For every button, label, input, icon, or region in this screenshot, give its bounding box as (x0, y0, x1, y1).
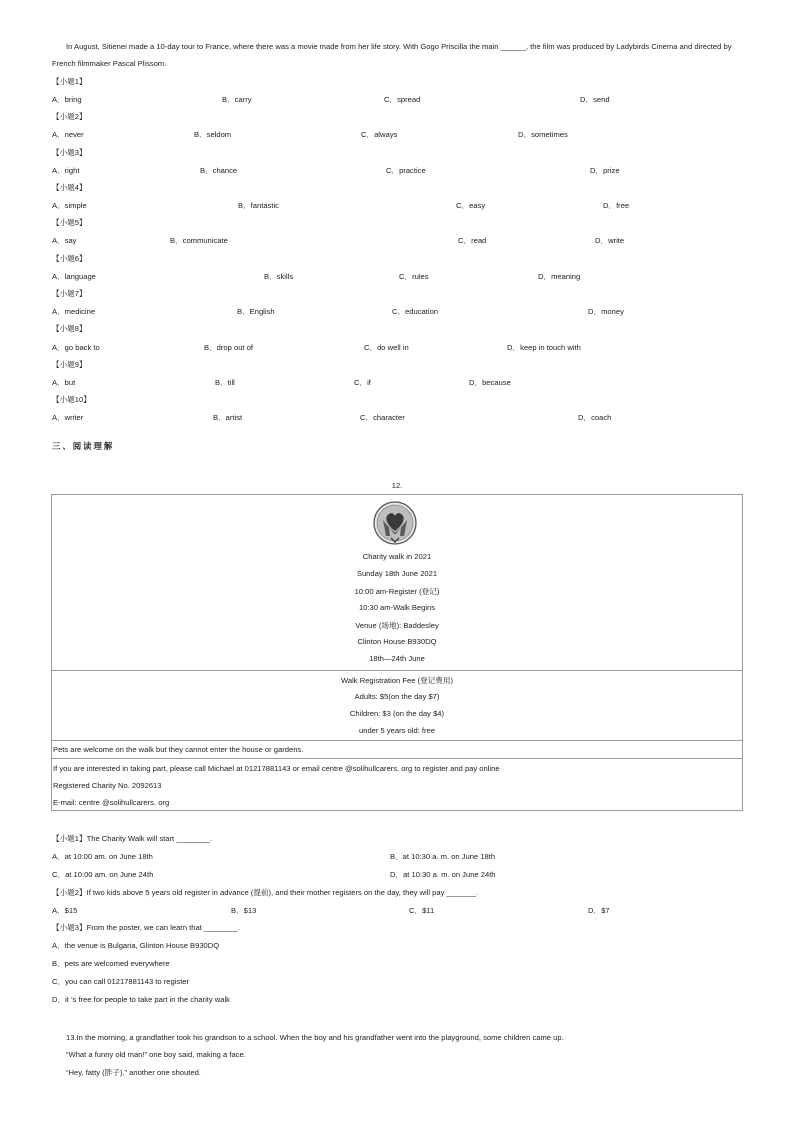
option-b[interactable]: B．at 10:30 a. m. on June 18th (390, 852, 496, 861)
question-number: 12. (391, 481, 403, 490)
poster-register-time: 10:00 am-Register (登记) (354, 587, 440, 596)
cloze-label-5: 【小题5】 (52, 218, 87, 227)
option-d[interactable]: D．it ’s free for people to take part in the charity walk (52, 995, 230, 1004)
poster-venue: Venue (场地): Baddesley (355, 621, 439, 630)
option-a[interactable]: A．right (52, 166, 80, 175)
subquestion-2-options (52, 905, 742, 917)
fee-under-five: under 5 years old: free (359, 726, 435, 735)
cloze-label-7: 【小题7】 (52, 289, 87, 298)
contact-info: If you are interested in taking part, please call Michael at 01217881143 or email centre @solihullcarers. org to register and pay online (53, 764, 500, 773)
option-c[interactable]: C．spread (384, 95, 421, 104)
option-b[interactable]: B．skills (264, 272, 294, 281)
option-a[interactable]: A．say (52, 236, 77, 245)
subquestion-3: 【小题3】From the poster, we can learn that ________. (52, 923, 240, 932)
poster-pets-section (52, 740, 742, 759)
option-c[interactable]: C．at 10:00 am. on June 24th (52, 870, 154, 879)
poster-address: Clinton House B930DQ (357, 637, 437, 646)
poster-title: Charity walk in 2021 (362, 552, 432, 561)
option-d[interactable]: D．keep in touch with (507, 343, 581, 352)
poster-walk-time: 10:30 am-Walk Begins (358, 603, 436, 612)
option-b[interactable]: B．drop out of (204, 343, 253, 352)
cloze-label-8: 【小题8】 (52, 324, 87, 333)
subquestion-1-options-row1 (52, 851, 742, 863)
option-a[interactable]: A．writer (52, 413, 84, 422)
option-a[interactable]: A．go back to (52, 343, 100, 352)
option-a[interactable]: A．but (52, 378, 76, 387)
fee-children: Children: $3 (on the day $4) (349, 709, 445, 718)
option-d[interactable]: D．sometimes (518, 130, 568, 139)
option-a[interactable]: A．bring (52, 95, 82, 104)
option-b[interactable]: B．till (215, 378, 235, 387)
option-c[interactable]: C．$11 (409, 906, 435, 915)
cloze-options-2 (52, 129, 742, 141)
option-a[interactable]: A．$15 (52, 906, 78, 915)
poster-date: Sunday 18th June 2021 (356, 569, 438, 578)
option-c[interactable]: C．you can call 01217881143 to register (52, 977, 190, 986)
option-b[interactable]: B．fantastic (238, 201, 279, 210)
option-a[interactable]: A．the venue is Bulgaria, Glinton House B930DQ (52, 941, 220, 950)
cloze-options-6 (52, 271, 742, 283)
email-address: E-mail: centre @solihullcarers. org (53, 798, 170, 807)
option-b[interactable]: B．pets are welcomed everywhere (52, 959, 170, 968)
option-a[interactable]: A．never (52, 130, 84, 139)
cloze-options-3 (52, 165, 742, 177)
option-c[interactable]: C．easy (456, 201, 486, 210)
cloze-label-10: 【小题10】 (52, 395, 91, 404)
cloze-options-1 (52, 94, 742, 106)
option-c[interactable]: C．education (392, 307, 439, 316)
option-d[interactable]: D．prize (590, 166, 620, 175)
subquestion-1-options-row2 (52, 869, 742, 881)
q13-line-2: “What a funny old man!” one boy said, making a face. (66, 1050, 246, 1059)
option-c[interactable]: C．read (458, 236, 487, 245)
fee-title: Walk Registration Fee (登记费用) (341, 676, 453, 685)
option-a[interactable]: A．language (52, 272, 96, 281)
poster-fees-section (52, 670, 742, 741)
option-c[interactable]: C．always (361, 130, 398, 139)
option-c[interactable]: C．if (354, 378, 371, 387)
poster-contact-section (52, 758, 742, 811)
charity-number: Registered Charity No. 2092613 (53, 781, 162, 790)
pets-note: Pets are welcome on the walk but they cannot enter the house or gardens. (53, 745, 304, 754)
option-b[interactable]: B．$13 (231, 906, 257, 915)
q13-line-3: “Hey, fatty (胖子),” another one shouted. (66, 1068, 201, 1077)
cloze-options-4 (52, 200, 742, 212)
q13-intro: 13.In the morning, a grandfather took his grandson to a school. When the boy and his grandfather went into the playground, some children came up. (66, 1033, 564, 1042)
option-d[interactable]: D．coach (578, 413, 612, 422)
option-b[interactable]: B．communicate (170, 236, 228, 245)
subquestion-2: 【小题2】If two kids above 5 years old register in advance (提前), and their mother registers on the day, they will pay _______. (52, 888, 479, 897)
cloze-label-9: 【小题9】 (52, 360, 87, 369)
section-title: 三、阅读理解 (52, 441, 115, 451)
option-d[interactable]: D．$7 (588, 906, 610, 915)
option-b[interactable]: B．English (237, 307, 275, 316)
fee-adults: Adults: $5(on the day $7) (354, 692, 440, 701)
option-b[interactable]: B．chance (200, 166, 238, 175)
cloze-label-4: 【小题4】 (52, 183, 87, 192)
option-d[interactable]: D．write (595, 236, 625, 245)
cloze-options-10 (52, 412, 742, 424)
cloze-options-9 (52, 377, 742, 389)
option-d[interactable]: D．at 10:30 a. m. on June 24th (390, 870, 496, 879)
option-d[interactable]: D．meaning (538, 272, 581, 281)
option-b[interactable]: B．seldom (194, 130, 232, 139)
cloze-options-8 (52, 342, 742, 354)
cloze-options-5 (52, 235, 742, 247)
charity-poster (51, 494, 743, 811)
option-d[interactable]: D．money (588, 307, 624, 316)
subquestion-1: 【小题1】The Charity Walk will start ________. (52, 834, 213, 843)
cloze-label-3: 【小题3】 (52, 148, 87, 157)
option-b[interactable]: B．artist (213, 413, 243, 422)
option-c[interactable]: C．do well in (364, 343, 409, 352)
option-a[interactable]: A．at 10:00 am. on June 18th (52, 852, 153, 861)
option-a[interactable]: A．simple (52, 201, 87, 210)
cloze-options-7 (52, 306, 742, 318)
cloze-label-2: 【小题2】 (52, 112, 87, 121)
cloze-label-6: 【小题6】 (52, 254, 87, 263)
option-d[interactable]: D．because (469, 378, 511, 387)
poster-dates: 18th—24th June (369, 654, 425, 663)
passage-text: In August, Sitienei made a 10-day tour to France, where there was a movie made from her life story. With Gogo Priscilla the main ______, the film was produced by Ladybirds Cinema and directed by French filmmaker Pascal Plissom. (52, 42, 732, 68)
option-d[interactable]: D．send (580, 95, 610, 104)
option-c[interactable]: C．character (360, 413, 405, 422)
option-b[interactable]: B．carry (222, 95, 252, 104)
option-a[interactable]: A．medicine (52, 307, 96, 316)
option-d[interactable]: D．free (603, 201, 630, 210)
option-c[interactable]: C．practice (386, 166, 426, 175)
option-c[interactable]: C．rules (399, 272, 429, 281)
cloze-label-1: 【小题1】 (52, 77, 87, 86)
